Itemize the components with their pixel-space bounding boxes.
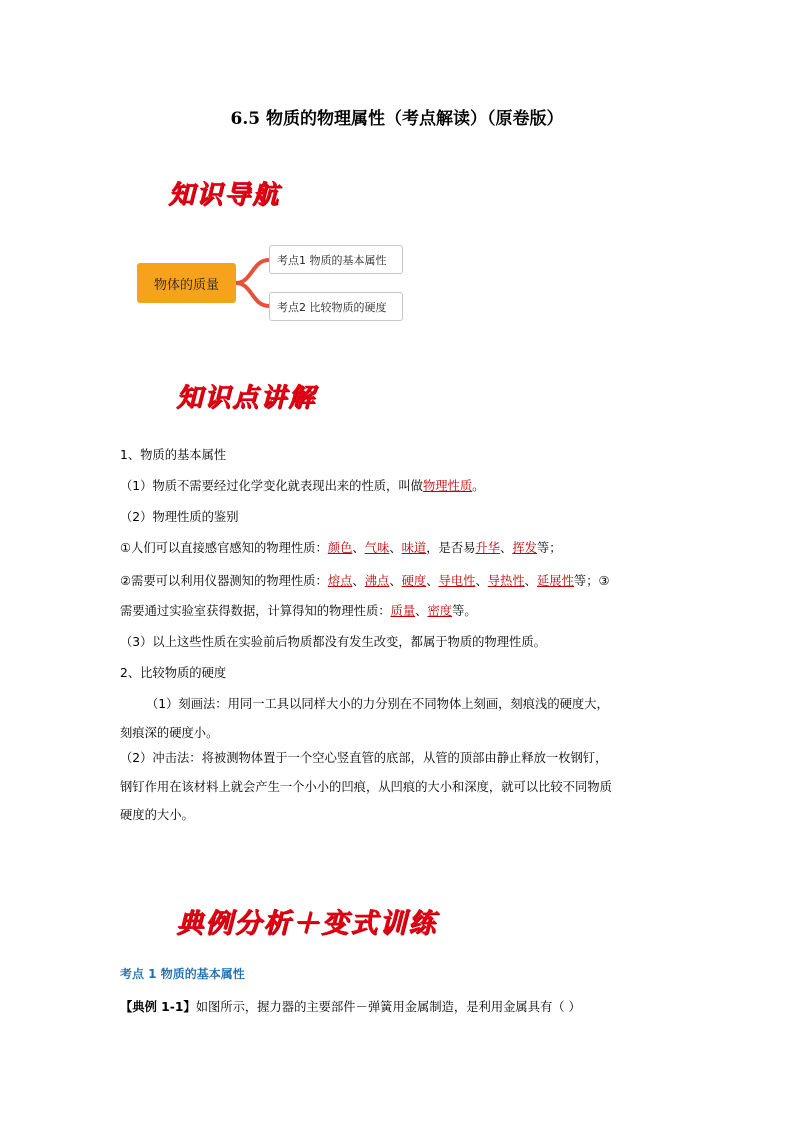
paragraph-8c: 硬度的大小。 — [120, 808, 194, 822]
section-heading-knowledge-explain: 知识点讲解 — [176, 383, 317, 413]
mindmap-node-1: 考点1 物质的基本属性 — [269, 245, 403, 274]
mindmap-node-2: 考点2 比较物质的硬度 — [269, 292, 403, 321]
term: 气味 — [364, 541, 390, 555]
term: 沸点 — [364, 574, 390, 588]
section-heading-practice: 典例分析＋变式训练 — [176, 908, 437, 939]
paragraph-3: ①人们可以直接感官感知的物理性质：颜色、气味、味道，是否易升华、挥发等； — [120, 541, 562, 555]
term: 物理性质 — [422, 479, 473, 493]
paragraph-4: ②需要可以利用仪器测知的物理性质：熔点、沸点、硬度、导电性、导热性、延展性等；③ — [120, 574, 610, 588]
mindmap-connectors — [0, 0, 794, 400]
topic-label: 考点 1 物质的基本属性 — [120, 967, 245, 981]
paragraph-2: （2）物理性质的鉴别 — [120, 510, 239, 524]
section-title-2: 2、比较物质的硬度 — [120, 666, 227, 680]
paragraph-1: （1）物质不需要经过化学变化就表现出来的性质，叫做物理性质。 — [120, 479, 485, 493]
term: 导热性 — [487, 574, 525, 588]
page-title: 6.5 物质的物理属性（考点解读）（原卷版） — [230, 109, 564, 129]
term: 升华 — [475, 541, 501, 555]
term: 延展性 — [536, 574, 574, 588]
term: 颜色 — [327, 541, 353, 555]
term: 密度 — [427, 604, 453, 618]
connector-top — [236, 260, 269, 283]
example-tag: 【典例 1-1】 — [120, 1000, 196, 1014]
section-heading-knowledge-nav: 知识导航 — [168, 180, 281, 210]
paragraph-5: 需要通过实验室获得数据，计算得知的物理性质：质量、密度等。 — [120, 604, 477, 618]
term: 味道 — [401, 541, 427, 555]
term: 质量 — [390, 604, 416, 618]
paragraph-6: （3）以上这些性质在实验前后物质都没有发生改变，都属于物质的物理性质。 — [120, 635, 546, 649]
term: 导电性 — [438, 574, 476, 588]
section-title-1: 1、物质的基本属性 — [120, 448, 227, 462]
term: 挥发 — [512, 541, 537, 555]
paragraph-7b: 刻痕深的硬度小。 — [120, 726, 219, 740]
term: 硬度 — [401, 574, 427, 588]
paragraph-7a: （1）刻画法：用同一工具以同样大小的力分别在不同物体上刻画，刻痕浅的硬度大， — [146, 697, 609, 711]
example-question: 【典例 1-1】如图所示，握力器的主要部件－弹簧用金属制造，是利用金属具有（ ） — [120, 1000, 581, 1014]
term: 熔点 — [327, 574, 353, 588]
paragraph-8a: （2）冲击法：将被测物体置于一个空心竖直管的底部，从管的顶部由静止释放一枚钢钉， — [120, 751, 608, 765]
paragraph-8b: 钢钉作用在该材料上就会产生一个小小的凹痕，从凹痕的大小和深度，就可以比较不同物质 — [120, 780, 612, 794]
mindmap-root: 物体的质量 — [137, 263, 236, 303]
connector-bottom — [236, 283, 269, 306]
